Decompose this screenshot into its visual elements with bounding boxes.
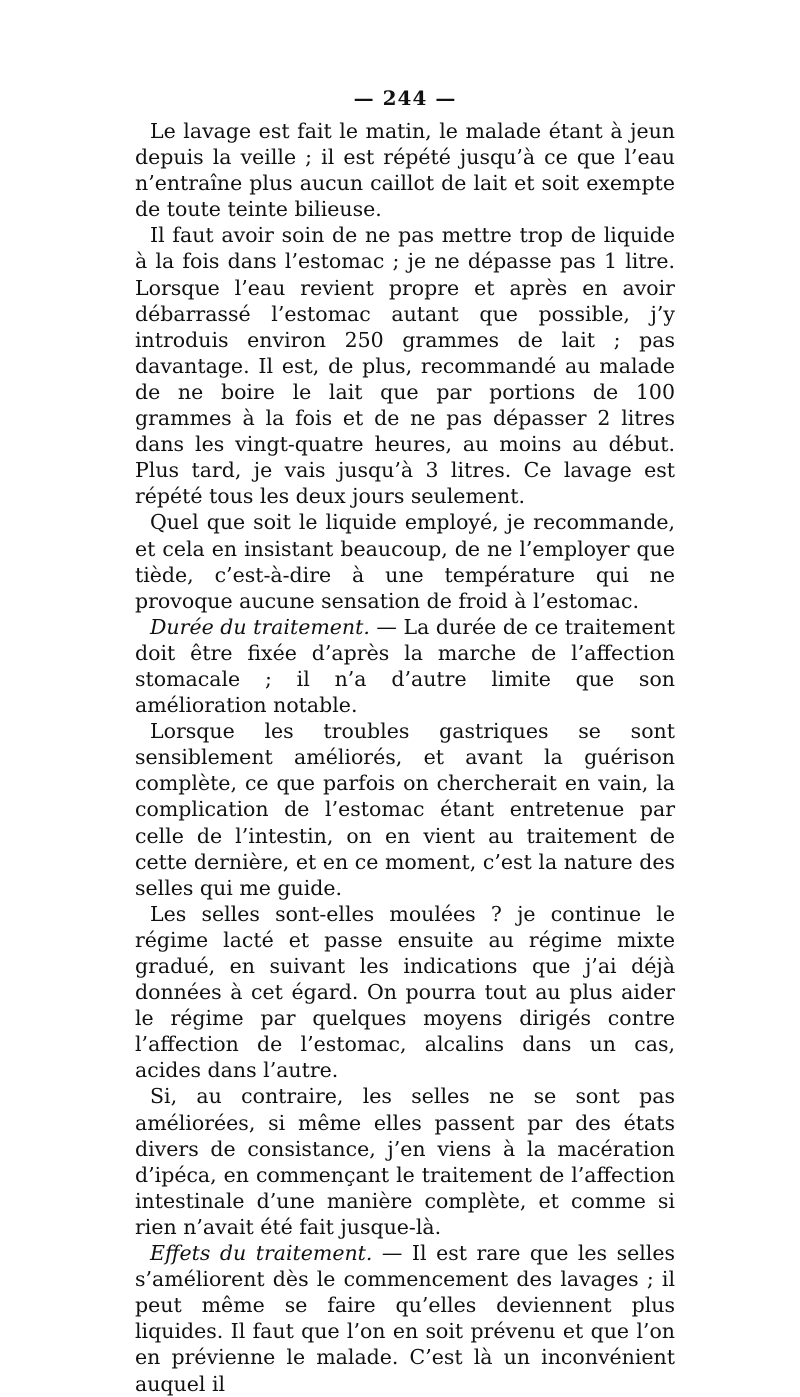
page-number: — 244 — [353, 86, 457, 110]
paragraph-text: Si, au contraire, les selles ne se sont pas améliorées, si même elles passent par des états divers de consistance, j’en viens à la macération d’ipéca, en commençant le traitement de l’affection intestinale d’une manière complète, et comme si rien n’avait été fait jusque-là. [135, 1084, 675, 1239]
paragraph-lavage [135, 118, 675, 222]
paragraph-text: Le lavage est fait le matin, le malade étant à jeun depuis la veille ; il est répété jusqu’à ce que l’eau n’entraîne plus aucun caillot de lait et soit exempte de toute teinte bilieuse. [135, 119, 675, 222]
paragraph-text: — Il est rare que les selles s’améliorent dès le commencement des lavages ; il peut même se faire qu’elles deviennent plus liquides. Il faut que l’on en soit prévenu et que l’on en prévienne le malade. C’est là un inconvénient auquel il [135, 1241, 675, 1396]
paragraph-text: — La durée de ce traitement doit être fixée d’après la marche de l’affection stomacale ; il n’a d’autre limite que son amélioration notable. [135, 614, 675, 718]
paragraph-duree [135, 614, 675, 718]
section-heading-effets: Effets du traitement. [150, 1241, 373, 1266]
paragraph-text: Les selles sont-elles moulées ? je continue le régime lacté et passe ensuite au régime mixte gradué, en suivant les indications que j’ai déjà données à cet égard. On pourra tout au plus aider le régime par quelques moyens dirigés contre l’affection de l’estomac, alcalins dans un cas, acides dans l’autre. [135, 901, 675, 1083]
paragraph-troubles [135, 718, 675, 901]
paragraph-selles-moulees [135, 901, 675, 1084]
paragraph-temperature [135, 509, 675, 613]
paragraph-liquide [135, 222, 675, 509]
paragraph-text: Il faut avoir soin de ne pas mettre trop de liquide à la fois dans l’estomac ; je ne dépasse pas 1 litre. Lorsque l’eau revient propre et après en avoir débarrassé l’estomac autant que possible, j’y introduis environ 250 grammes de lait ; pas davantage. Il est, de plus, recommandé au malade de ne boire le lait que par portions de 100 grammes à la fois et de ne pas dépasser 2 litres dans les vingt-quatre heures, au moins au début. Plus tard, je vais jusqu’à 3 litres. Ce lavage est répété tous les deux jours seulement. [135, 223, 675, 509]
section-heading-duree: Durée du traitement. [150, 614, 370, 639]
paragraph-ipeca [135, 1083, 675, 1240]
paragraph-text: Lorsque les troubles gastriques se sont sensiblement améliorés, et avant la guérison complète, ce que parfois on chercherait en vain, la complication de l’estomac étant entretenue par celle de l’intestin, on en vient au traitement de cette dernière, et en ce moment, c’est la nature des selles qui me guide. [135, 719, 675, 900]
book-page [135, 84, 675, 1397]
paragraph-text: Quel que soit le liquide employé, je recommande, et cela en insistant beaucoup, de ne l’employer que tiède, c’est-à-dire à une température qui ne provoque aucune sensation de froid à l’estomac. [135, 510, 675, 613]
paragraph-effets [135, 1240, 675, 1397]
